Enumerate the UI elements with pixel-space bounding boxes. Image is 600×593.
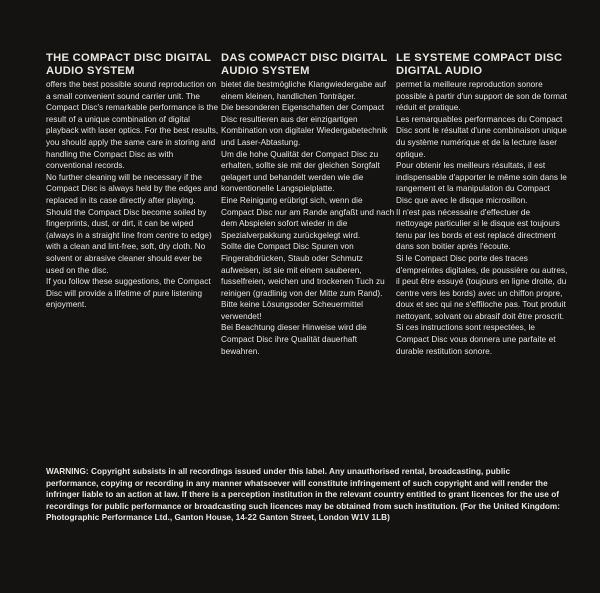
french-heading: LE SYSTEME COMPACT DISC DIGITAL AUDIO (396, 52, 563, 77)
french-paragraph: Si le Compact Disc porte des traces d'empreintes digitales, de poussière ou autres, il peut être essuyé (toujours en ligne droite, du centre vers les bords) avec un chiffon propre, doux et sec qui ne s'effiloche pas. Tout produit nettoyant, solvant ou abrasif doit être proscrit. (396, 253, 568, 321)
german-paragraph: Um die hohe Qualität der Compact Disc zu erhalten, sollte sie mit der gleichen Sorgfalt gelagert und behandelt werden wie die konventionelle Langspielplatte. (221, 149, 380, 194)
english-body (46, 79, 222, 311)
german-body (221, 79, 397, 357)
german-paragraph: Die besonderen Eigenschaften der Compact Disc resultieren aus der einzigartigen Kombination von digitaler Wiedergabetechnik und Laser-Abtastung. (221, 103, 388, 147)
german-paragraph: Eine Reinigung erübrigt sich, wenn die Compact Disc nur am Rande angfaßt und nach dem Abspielen sofort wieder in die Spezialverpakkung zurückgelegt wird. (221, 195, 395, 240)
german-paragraph: Bei Beachtung dieser Hinweise wird die Compact Disc ihre Qualität dauerhaft bewahren. (221, 323, 367, 356)
french-paragraph: Les remarquables performances du Compact Disc sont le résultat d'une combinaison unique du système numérique et de la lecture laser optique. (396, 114, 567, 159)
english-paragraph: offers the best possible sound reproduction on a small convenient sound carrier unit. The Compact Disc's remarkable performance is the result of a unique combination of digital playback with laser optics. For the best results, you should apply the same care in storing and handling the Compact Disc as with conventional records. (46, 80, 219, 171)
english-column (46, 52, 222, 311)
french-body (396, 79, 568, 357)
french-paragraph: Si ces instructions sont respectées, le Compact Disc vous donnera une parfaite et durable restitution sonore. (396, 323, 556, 356)
english-heading: THE COMPACT DISC DIGITAL AUDIO SYSTEM (46, 52, 212, 77)
german-paragraph: bietet die bestmögliche Klangwiedergabe auf einem kleinen, handlichen Tonträger. (221, 80, 387, 101)
french-paragraph: Il n'est pas nécessaire d'effectuer de nettoyage particulier si le disque est toujours tenu par les bords et est replacé directment dans son boitier après l'écoute. (396, 207, 560, 252)
german-paragraph: Sollte die Compact Disc Spuren von Fingerabdrücken, Staub oder Schmutz aufweisen, ist sie mit einem sauberen, fusselfreien, weichen und trockenen Tuch zu reinigen (gradlinig von der Mitte zum Rand). Bitte keine Lösungsoder Scheuermittel verwendet! (221, 242, 385, 321)
warning-label: WARNING: (46, 467, 89, 476)
german-column (221, 52, 397, 357)
warning-text: Copyright subsists in all recordings issued under this label. Any unauthorised rental, broadcasting, public performance, copying or recording in any manner whatsoever will constitute infringement of such copyright and will render the infringer liable to an action at law. If there is a perception institution in the relevant country entitled to grant licences for the use of recordings for public performance or broadcasting such licences may be obtained from such institution. (For the United Kingdom: Photographic Performance Ltd., Ganton House, 14-22 Ganton Street, London W1V 1LB) (46, 467, 561, 523)
english-paragraph: If you follow these suggestions, the Compact Disc will provide a lifetime of pure listening enjoyment. (46, 277, 211, 310)
french-column (396, 52, 568, 357)
english-paragraph: No further cleaning will be necessary if the Compact Disc is always held by the edges and replaced in its case directly after playing. Should the Compact Disc become soiled by fingerprints, dust, or dirt, it can be wiped (always in a straight line from centre to edge) with a clean and lint-free, soft, dry cloth. No solvent or abrasive cleaner should ever be used on the disc. (46, 172, 218, 275)
french-paragraph: Pour obtenir les meilleurs résultats, il est indispensable d'apporter le même soin dans le rangement et la manipulation du Compact Disc que avec le disque microsillon. (396, 161, 567, 205)
french-paragraph: permet la meilleure reproduction sonore possible à partir d'un support de son de format réduit et pratique. (396, 80, 567, 113)
german-heading: DAS COMPACT DISC DIGITAL AUDIO SYSTEM (221, 52, 388, 77)
copyright-warning (46, 466, 562, 524)
